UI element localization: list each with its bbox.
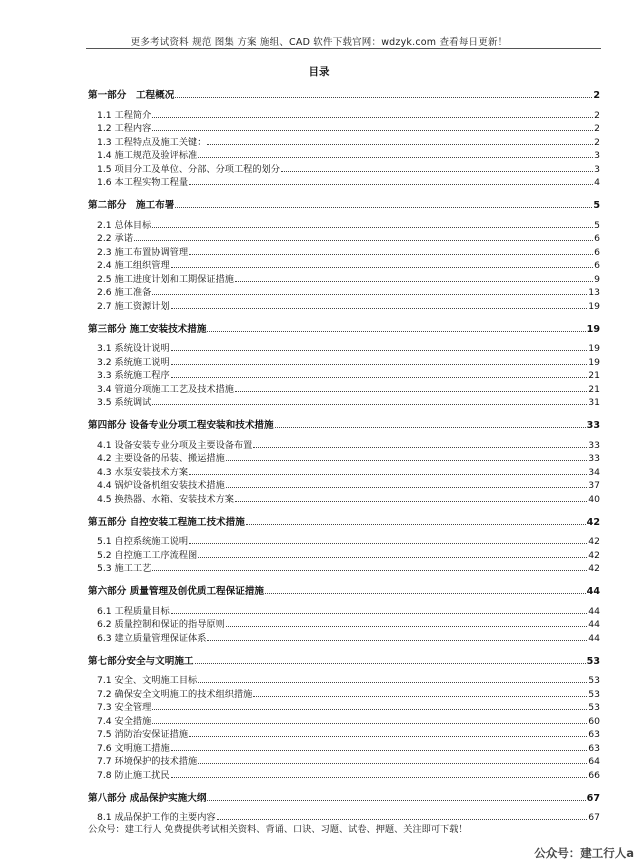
toc-section-label: 3.3 系统施工程序 <box>97 370 170 381</box>
toc-section-page: 2 <box>594 109 600 121</box>
toc-part-entry[interactable] <box>88 791 600 804</box>
dot-leader <box>235 391 587 392</box>
toc-section-entry[interactable] <box>88 148 600 162</box>
dot-leader <box>281 171 593 172</box>
toc-section-page: 21 <box>588 370 600 381</box>
toc-section-page: 4 <box>594 177 600 188</box>
toc-section-label: 4.5 换热器、水箱、安装技术方案 <box>97 493 234 505</box>
toc-section-label: 2.6 施工准备 <box>97 287 152 298</box>
toc-section-page: 19 <box>588 300 600 312</box>
footer-note: 公众号：建工行人 免费提供考试相关资料、背诵、口诀、习题、试卷、押题、关注即可下载！ <box>88 824 468 835</box>
toc-part-label: 第一部分 工程概况 <box>88 90 175 101</box>
dot-leader <box>171 267 593 268</box>
toc-section-entry[interactable] <box>88 368 600 382</box>
dot-leader <box>195 663 586 664</box>
toc-section-entry[interactable] <box>88 395 600 409</box>
toc-section-entry[interactable] <box>88 341 600 355</box>
toc-part-label: 第三部分 施工安装技术措施 <box>88 323 207 335</box>
toc-section-list <box>88 534 600 575</box>
toc-part-page: 53 <box>586 655 600 667</box>
toc-section-entry[interactable] <box>88 161 600 175</box>
toc-section-label: 3.2 系统施工说明 <box>97 356 170 368</box>
dot-leader <box>189 184 593 185</box>
toc-section-entry[interactable] <box>88 754 600 768</box>
dot-leader <box>198 682 587 683</box>
dot-leader <box>217 819 588 820</box>
toc-section-label: 7.1 安全、文明施工目标 <box>97 675 198 686</box>
toc-section-page: 6 <box>594 260 600 271</box>
toc-section-entry[interactable] <box>88 285 600 299</box>
toc-section-page: 67 <box>588 812 600 823</box>
toc-section-page: 44 <box>588 619 600 630</box>
toc-section-entry[interactable] <box>88 271 600 285</box>
dot-leader <box>171 777 588 778</box>
toc-section-label: 3.1 系统设计说明 <box>97 343 170 354</box>
toc-section-label: 1.1 工程简介 <box>97 109 152 121</box>
toc-section-entry[interactable] <box>88 630 600 644</box>
toc-section-page: 44 <box>588 605 600 617</box>
toc-section-label: 7.6 文明施工措施 <box>97 742 170 754</box>
toc-section-label: 2.5 施工进度计划和工期保证措施 <box>97 273 234 285</box>
dot-leader <box>134 240 593 241</box>
toc-section-page: 21 <box>588 383 600 395</box>
toc-part-entry[interactable] <box>88 654 600 667</box>
toc-section-page: 2 <box>594 136 600 148</box>
toc-part-page: 19 <box>586 323 600 335</box>
toc-section-label: 7.5 消防治安保证措施 <box>97 729 189 740</box>
toc-part-label: 第五部分 自控安装工程施工技术措施 <box>88 516 245 528</box>
toc-section-label: 7.7 环境保护的技术措施 <box>97 756 198 767</box>
watermark-text: 公众号：建工行人a <box>534 846 634 860</box>
dot-leader <box>171 377 588 378</box>
toc-section-label: 2.3 施工布置协调管理 <box>97 246 189 258</box>
dot-leader <box>152 709 587 710</box>
toc-section-page: 19 <box>588 356 600 368</box>
toc-section-page: 2 <box>594 123 600 134</box>
dot-leader <box>198 557 587 558</box>
toc-section-label: 8.1 成品保护工作的主要内容 <box>97 812 216 823</box>
toc-section-entry[interactable] <box>88 561 600 575</box>
dot-leader <box>198 157 593 158</box>
toc-section-entry[interactable] <box>88 478 600 492</box>
toc-section-page: 40 <box>588 493 600 505</box>
toc-section-label: 4.4 锅炉设备机组安装技术措施 <box>97 480 225 491</box>
toc-section-list <box>88 341 600 409</box>
toc-part-entry[interactable] <box>88 584 600 597</box>
dot-leader <box>189 254 593 255</box>
toc-section-entry[interactable] <box>88 727 600 741</box>
toc-section-page: 42 <box>588 549 600 561</box>
toc-section-page: 33 <box>588 453 600 464</box>
toc-section-page: 5 <box>594 219 600 231</box>
dot-leader <box>253 447 587 448</box>
toc-section-entry[interactable] <box>88 298 600 312</box>
toc-section-label: 2.7 施工资源计划 <box>97 300 170 312</box>
toc-section-entry[interactable] <box>88 603 600 617</box>
dot-leader <box>198 763 587 764</box>
toc-section-label: 7.4 安全措施 <box>97 715 152 727</box>
toc-section-list <box>88 673 600 781</box>
toc-section-entry[interactable] <box>88 686 600 700</box>
toc-section-entry[interactable] <box>88 700 600 714</box>
dot-leader <box>235 281 593 282</box>
toc-part-page: 33 <box>586 420 600 431</box>
toc-section-page: 6 <box>594 233 600 244</box>
dot-leader <box>253 696 587 697</box>
toc-section-page: 42 <box>588 563 600 574</box>
toc-section-page: 34 <box>588 466 600 478</box>
dot-leader <box>189 474 587 475</box>
toc-section-page: 42 <box>588 536 600 547</box>
toc-section-entry[interactable] <box>88 617 600 631</box>
dot-leader <box>246 524 586 525</box>
toc-part-page: 67 <box>586 792 600 804</box>
dot-leader <box>226 460 588 461</box>
toc-section-page: 13 <box>588 287 600 298</box>
toc-section-label: 5.2 自控施工工序流程图 <box>97 549 198 561</box>
toc-section-label: 5.1 自控系统施工说明 <box>97 536 189 547</box>
toc-section-entry[interactable] <box>88 534 600 548</box>
toc-section-entry[interactable] <box>88 491 600 505</box>
toc-section-list <box>88 107 600 188</box>
toc-section-label: 2.2 承诺 <box>97 233 133 244</box>
dot-leader <box>152 294 587 295</box>
toc-section-page: 33 <box>588 439 600 451</box>
toc-section-entry[interactable] <box>88 740 600 754</box>
dot-leader <box>265 593 586 594</box>
toc-section-entry[interactable] <box>88 464 600 478</box>
toc-section-label: 6.3 建立质量管理保证体系 <box>97 632 207 644</box>
toc-part-entry[interactable] <box>88 198 600 211</box>
dot-leader <box>152 404 587 405</box>
toc-part-label: 第六部分 质量管理及创优质工程保证措施 <box>88 586 265 597</box>
dot-leader <box>171 308 588 309</box>
dot-leader <box>152 130 593 131</box>
toc-part-label: 第八部分 成品保护实施大纲 <box>88 792 207 804</box>
toc-section-label: 2.1 总体目标 <box>97 219 152 231</box>
toc-section-entry[interactable] <box>88 354 600 368</box>
toc-section-page: 19 <box>588 343 600 354</box>
toc-section-entry[interactable] <box>88 713 600 727</box>
toc-section-page: 63 <box>588 742 600 754</box>
dot-leader <box>175 207 592 208</box>
toc-section-entry[interactable] <box>88 451 600 465</box>
dot-leader <box>235 501 587 502</box>
dot-leader <box>152 227 593 228</box>
toc-section-page: 53 <box>588 675 600 686</box>
dot-leader <box>207 331 585 332</box>
dot-leader <box>171 364 588 365</box>
dot-leader <box>226 487 588 488</box>
toc-section-entry[interactable] <box>88 107 600 121</box>
toc-section-label: 4.2 主要设备的吊装、搬运措施 <box>97 453 225 464</box>
toc-section-label: 7.2 确保安全文明施工的技术组织措施 <box>97 688 253 700</box>
toc-section-page: 6 <box>594 246 600 258</box>
toc-section-label: 1.3 工程特点及施工关键： <box>97 136 207 148</box>
toc-section-label: 4.3 水泵安装技术方案 <box>97 466 189 478</box>
dot-leader <box>175 97 592 98</box>
toc-section-label: 4.1 设备安装专业分项及主要设备布置 <box>97 439 253 451</box>
toc-section-entry[interactable] <box>88 673 600 687</box>
toc-part-label: 第二部分 施工布署 <box>88 200 175 211</box>
toc-part-page: 42 <box>586 516 600 528</box>
toc-section-label: 1.4 施工规范及验评标准 <box>97 150 198 161</box>
toc-part-entry[interactable] <box>88 515 600 528</box>
toc-part-label: 第七部分安全与文明施工 <box>88 655 194 667</box>
toc-section-page: 53 <box>588 688 600 700</box>
toc-section-label: 1.6 本工程实物工程量 <box>97 177 189 188</box>
toc-section-entry[interactable] <box>88 437 600 451</box>
toc-section-page: 60 <box>588 715 600 727</box>
toc-part-entry[interactable] <box>88 418 600 431</box>
dot-leader <box>207 800 585 801</box>
toc-section-label: 1.2 工程内容 <box>97 123 152 134</box>
dot-leader <box>152 570 587 571</box>
dot-leader <box>171 350 588 351</box>
toc-section-page: 31 <box>588 397 600 408</box>
toc-section-entry[interactable] <box>88 244 600 258</box>
toc-section-page: 63 <box>588 729 600 740</box>
toc-section-label: 6.1 工程质量目标 <box>97 605 170 617</box>
toc-section-entry[interactable] <box>88 547 600 561</box>
dot-leader <box>189 736 587 737</box>
toc-section-entry[interactable] <box>88 134 600 148</box>
header-divider <box>86 48 601 49</box>
toc-section-list <box>88 217 600 312</box>
toc-section-entry[interactable] <box>88 258 600 272</box>
toc-section-page: 9 <box>594 273 600 285</box>
page-header: 更多考试资料 规范 图集 方案 施组、CAD 软件下载官网：wdzyk.com 查看每日更新！ <box>130 37 508 48</box>
toc-section-label: 6.2 质量控制和保证的指导原则 <box>97 619 225 630</box>
toc-part-page: 44 <box>586 586 600 597</box>
dot-leader <box>152 117 593 118</box>
toc-section-list <box>88 603 600 644</box>
dot-leader <box>226 626 588 627</box>
toc-section-label: 1.5 项目分工及单位、分部、分项工程的划分 <box>97 163 280 175</box>
toc-section-page: 64 <box>588 756 600 767</box>
toc-part-label: 第四部分 设备专业分项工程安装和技术措施 <box>88 420 274 431</box>
toc-section-label: 7.8 防止施工扰民 <box>97 769 170 781</box>
toc-section-label: 2.4 施工组织管理 <box>97 260 170 271</box>
toc-section-page: 53 <box>588 702 600 713</box>
toc-section-label: 3.4 管道分项施工工艺及技术措施 <box>97 383 234 395</box>
dot-leader <box>189 543 587 544</box>
dot-leader <box>171 613 588 614</box>
toc-section-entry[interactable] <box>88 175 600 189</box>
toc-section-label: 3.5 系统调试 <box>97 397 152 408</box>
toc-section-entry[interactable] <box>88 767 600 781</box>
dot-leader <box>275 427 586 428</box>
toc-section-label: 5.3 施工工艺 <box>97 563 152 574</box>
toc-section-label: 7.3 安全管理 <box>97 702 152 713</box>
toc-section-page: 3 <box>594 163 600 175</box>
toc-section-page: 44 <box>588 632 600 644</box>
toc-section-entry[interactable] <box>88 121 600 135</box>
table-of-contents <box>88 88 600 823</box>
dot-leader <box>152 723 587 724</box>
toc-part-page: 5 <box>593 200 600 211</box>
toc-section-list <box>88 437 600 505</box>
toc-part-entry[interactable] <box>88 88 600 101</box>
toc-part-page: 2 <box>593 90 600 101</box>
dot-leader <box>207 640 587 641</box>
toc-part-entry[interactable] <box>88 322 600 335</box>
dot-leader <box>207 144 593 145</box>
toc-section-entry[interactable] <box>88 217 600 231</box>
dot-leader <box>171 750 588 751</box>
toc-section-page: 66 <box>588 769 600 781</box>
toc-title: 目录 <box>308 66 330 78</box>
toc-section-entry[interactable] <box>88 231 600 245</box>
toc-section-page: 37 <box>588 480 600 491</box>
toc-section-page: 3 <box>594 150 600 161</box>
toc-section-entry[interactable] <box>88 381 600 395</box>
